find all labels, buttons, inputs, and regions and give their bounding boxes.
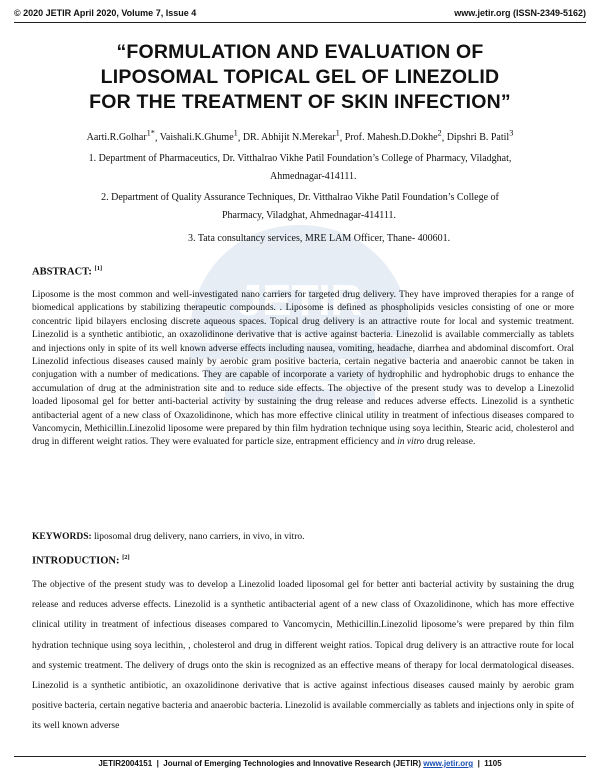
authors-line: Aarti.R.Golhar$^{1*}$, Vaishali.K.Ghume$^1$, DR. Abhijit N.Merekar$^1$, Prof. Mahesh.D.Dokhe$^2$, Dipshri B. Patil$^3$ xyxy=(86,129,514,144)
footer-link[interactable]: www.jetir.org xyxy=(423,759,474,768)
author-5: Dipshri B. Patil$^3$ xyxy=(446,129,514,144)
affiliation-3: 3. Tata consultancy services, MRE LAM Officer, Thane- 400601. xyxy=(188,233,451,244)
title-line-2: LIPOSOMAL TOPICAL GEL OF LINEZOLID xyxy=(100,66,500,88)
introduction-heading: INTRODUCTION: [2] xyxy=(32,554,130,567)
introduction-body: The objective of the present study was to develop a Linezolid loaded liposomal gel for better anti bacterial activity by sustaining the drug release and reduces adverse effects. Linezolid is a synthetic antibacterial agent of a new class of Oxazolidinone, which has more effective clinical utility in treatment of infectious diseases compared to Vancomycin, Methicillin.Linezolid liposome’s were prepared by thin film hydration technique using soya lecithin, , cholesterol and drug in different weight ratios. Topical drug delivery is an attractive route for local and systemic treatment. The delivery of drugs onto the skin is recognized as an effective means of therapy for local dermatological diseases. Linezolid is a synthetic antibiotic, an oxazolidinone derivative that is active against infectious diseases caused mainly by aerobic gram positive bacteria, certain negative bacteria and anaerobic bacteria. Linezolid is available commercially as tablets and injections only in spite of its well known adverse xyxy=(32,580,574,732)
header-left: © 2020 JETIR April 2020, Volume 7, Issue 4 xyxy=(14,8,197,18)
author-3: DR. Abhijit N.Merekar$^1$ xyxy=(242,129,340,144)
footer-page: 1105 xyxy=(484,759,502,768)
author-4: Prof. Mahesh.D.Dokhe$^2$ xyxy=(344,129,442,144)
page-footer: JETIR2004151 | Journal of Emerging Technologies and Innovative Research (JETIR) www.jetir.org | 1105 xyxy=(98,759,502,768)
author-1: Aarti.R.Golhar$^{1*}$ xyxy=(86,129,155,144)
abstract-italic: in vitro xyxy=(397,437,425,448)
affiliation-2-line-1: 2. Department of Quality Assurance Techniques, Dr. Vitthalrao Vikhe Patil Foundation’s College of xyxy=(101,192,499,203)
affiliation-2-line-2: Pharmacy, Viladghat, Ahmednagar-414111. xyxy=(222,210,396,221)
keywords-text: liposomal drug delivery, nano carriers, in vivo, in vitro. xyxy=(91,532,305,542)
watermark-text: JETIR xyxy=(237,276,363,325)
affiliation-1-line-1: 1. Department of Pharmaceutics, Dr. Vitthalrao Vikhe Patil Foundation’s College of Pharmacy, Viladghat, xyxy=(88,153,512,164)
paper-title xyxy=(20,40,580,115)
author-2: Vaishali.K.Ghume$^1$ xyxy=(159,129,238,144)
abstract-heading: ABSTRACT: [1] xyxy=(32,265,103,278)
page-header xyxy=(14,8,586,20)
keywords-label: KEYWORDS: xyxy=(32,532,92,542)
footer-journal: Journal of Emerging Technologies and Innovative Research (JETIR) xyxy=(163,759,421,768)
title-line-1: “FORMULATION AND EVALUATION OF xyxy=(116,41,484,63)
keywords xyxy=(32,532,304,542)
header-rule xyxy=(14,22,586,23)
footer-rule xyxy=(14,756,586,757)
introduction-ref: [2] xyxy=(122,554,130,561)
title-line-3: FOR THE TREATMENT OF SKIN INFECTION” xyxy=(89,91,511,113)
abstract-body: Liposome is the most common and well-investigated nano carriers for targeted drug delivery. They have improved therapies for a range of biomedical applications by stabilizing therapeutic compounds. . Liposome is defined as phospholipids vesicles consisting of one or more concentric lipid bilayers enclosing discrete aqueous spaces. Topical drug delivery is an attractive route for local and systemic treatment. Linezolid is a synthetic antibiotic, an oxazolidinone derivative that is active against bacteria. Linezolid is available commercially as tablets and injections only in spite of its well known adverse effects including nausea, vomiting, headache, diarrhea and abdominal discomfort. Oral Linezolid infectious diseases caused mainly by aerobic gram positive bacteria, certain negative bacteria and anaerobic cannot be taken in conjugation with a number of medications. They are capable of incorporate a variety of hydrophilic and hydrophobic drugs to enhance the accumulation of drug at the administration site and to reduce side effects. The objective of the present study was to develop a Linezolid loaded liposomal gel for better anti-bacterial activity by sustaining the drug release and reduces adverse effects. Linezolid is a synthetic antibacterial agent of a new class of Oxazolidinone, which has more effective clinical utility in treatment of infectious diseases compared to Vancomycin, Methicillin.Linezolid liposome were prepared by thin film hydration technique using soya lecithin, Stearic acid, cholesterol and drug in different weight ratios. They were evaluated for particle size, entrapment efficiency and in vitro drug release. xyxy=(32,290,574,448)
abstract-ref: [1] xyxy=(94,265,103,272)
header-right: www.jetir.org (ISSN-2349-5162) xyxy=(454,8,586,18)
footer-id: JETIR2004151 xyxy=(98,759,153,768)
affiliation-1-line-2: Ahmednagar-414111. xyxy=(270,171,357,182)
